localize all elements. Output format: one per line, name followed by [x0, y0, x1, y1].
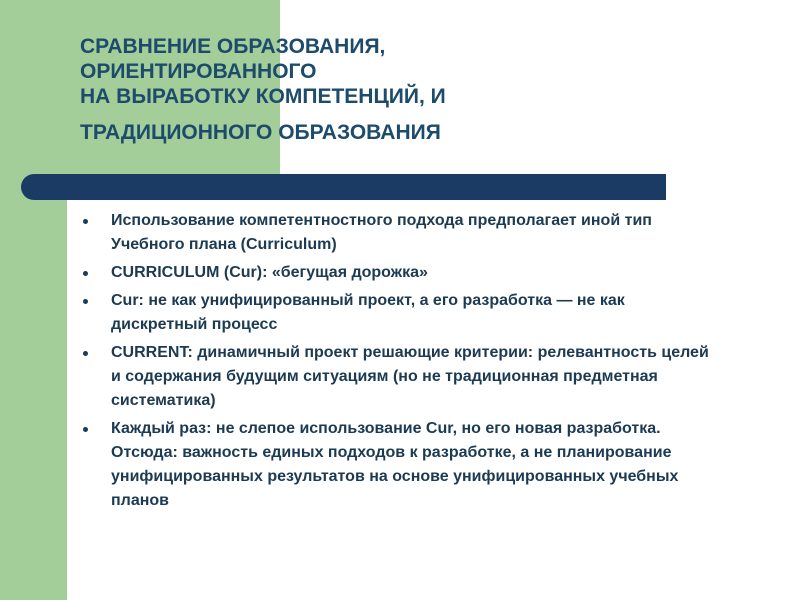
- bullet-item: [80, 209, 720, 257]
- bullet-text: Каждый раз: не слепое использование Cur, но его новая разработка. Отсюда: важность единых подходов к разработке, а не планирование унифицированных результатов на основе унифицированных учебных планов: [111, 420, 679, 509]
- bullet-item: [80, 261, 720, 285]
- bullet-text: CURRICULUM (Cur): «бегущая дорожка»: [111, 264, 428, 281]
- bullet-list: [80, 209, 720, 517]
- bullet-text: Использование компетентностного подхода предполагает иной тип Учебного плана (Curriculum): [111, 212, 652, 253]
- bullet-text: Cur: не как унифицированный проект, а его разработка — не как дискретный процесс: [111, 292, 625, 333]
- divider-bar: [21, 174, 666, 200]
- bullet-item: [80, 341, 720, 413]
- slide-title: [80, 34, 680, 145]
- title-line: СРАВНЕНИЕ ОБРАЗОВАНИЯ,: [80, 35, 386, 58]
- bullet-dot-icon: [83, 299, 88, 304]
- bullet-dot-icon: [83, 271, 88, 276]
- title-line: ОРИЕНТИРОВАННОГО: [80, 60, 317, 84]
- bullet-dot-icon: [83, 219, 88, 224]
- bullet-dot-icon: [83, 427, 88, 432]
- bullet-item: [80, 289, 720, 337]
- title-line: ТРАДИЦИОННОГО ОБРАЗОВАНИЯ: [80, 120, 441, 144]
- title-line: НА ВЫРАБОТКУ КОМПЕТЕНЦИЙ, И: [80, 85, 446, 109]
- bullet-text: CURRENT: динамичный проект решающие критерии: релевантность целей и содержания будущим ситуациям (но не традиционная предметная систематика): [111, 344, 709, 409]
- bullet-item: [80, 417, 720, 513]
- bullet-dot-icon: [83, 351, 88, 356]
